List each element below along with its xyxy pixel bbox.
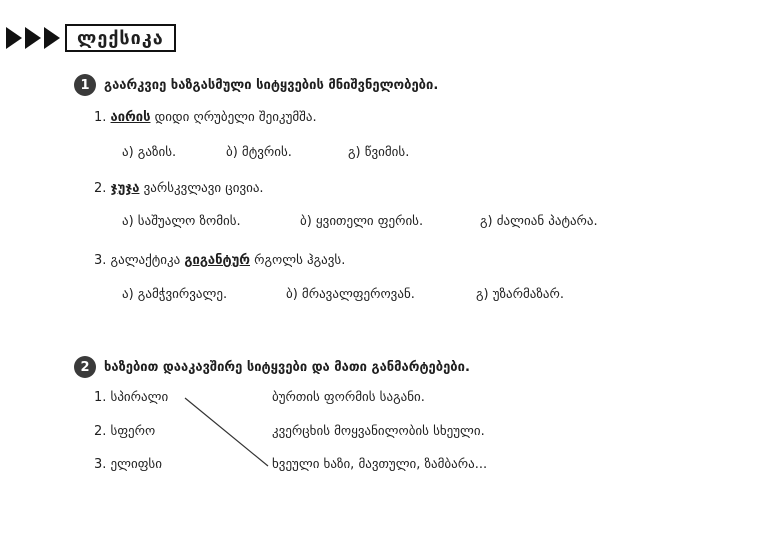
match-right-item: კვერცხის მოყვანილობის სხეული. (272, 424, 485, 439)
highlighted-word: ჯუჯა (110, 181, 140, 196)
question-1: 1. აირის დიდი ღრუბელი შეიკუმშა. (94, 110, 317, 125)
question-3: 3. გალაქტიკა გიგანტურ რგოლს ჰგავს. (94, 253, 346, 268)
exercise-1-instruction: გაარკვიე ხაზგასმული სიტყვების მნიშვნელობები. (104, 77, 439, 93)
match-left-item: 2. სფერო (94, 424, 156, 439)
question-2: 2. ჯუჯა ვარსკვლავი ცივია. (94, 181, 264, 196)
option-b: ბ) ყვითელი ფერის. (300, 214, 424, 229)
connector-line (185, 398, 268, 466)
match-left-item: 1. სპირალი (94, 390, 169, 405)
option-c: გ) წვიმის. (348, 145, 410, 160)
option-a: ა) საშუალო ზომის. (122, 214, 241, 229)
match-left-item: 3. ელიფსი (94, 457, 162, 472)
option-c: გ) ძალიან პატარა. (480, 214, 598, 229)
exercise-2-instruction: ხაზებით დააკავშირე სიტყვები და მათი განმარტებები. (104, 359, 470, 375)
highlighted-word: გიგანტურ (184, 253, 250, 268)
option-a: ა) გამჭვირვალე. (122, 287, 228, 302)
highlighted-word: აირის (110, 110, 151, 125)
option-b: ბ) მრავალფეროვან. (286, 287, 415, 302)
option-b: ბ) მტვრის. (226, 145, 292, 160)
exercise-number-badge: 1 (74, 74, 96, 96)
option-c: გ) უზარმაზარ. (476, 287, 564, 302)
exercise-number-badge: 2 (74, 356, 96, 378)
option-a: ა) გაზის. (122, 145, 177, 160)
match-right-item: ხვეული ხაზი, მავთული, ზამბარა... (272, 457, 488, 472)
match-right-item: ბურთის ფორმის საგანი. (272, 390, 425, 405)
section-title: ლექსიკა (65, 24, 176, 52)
